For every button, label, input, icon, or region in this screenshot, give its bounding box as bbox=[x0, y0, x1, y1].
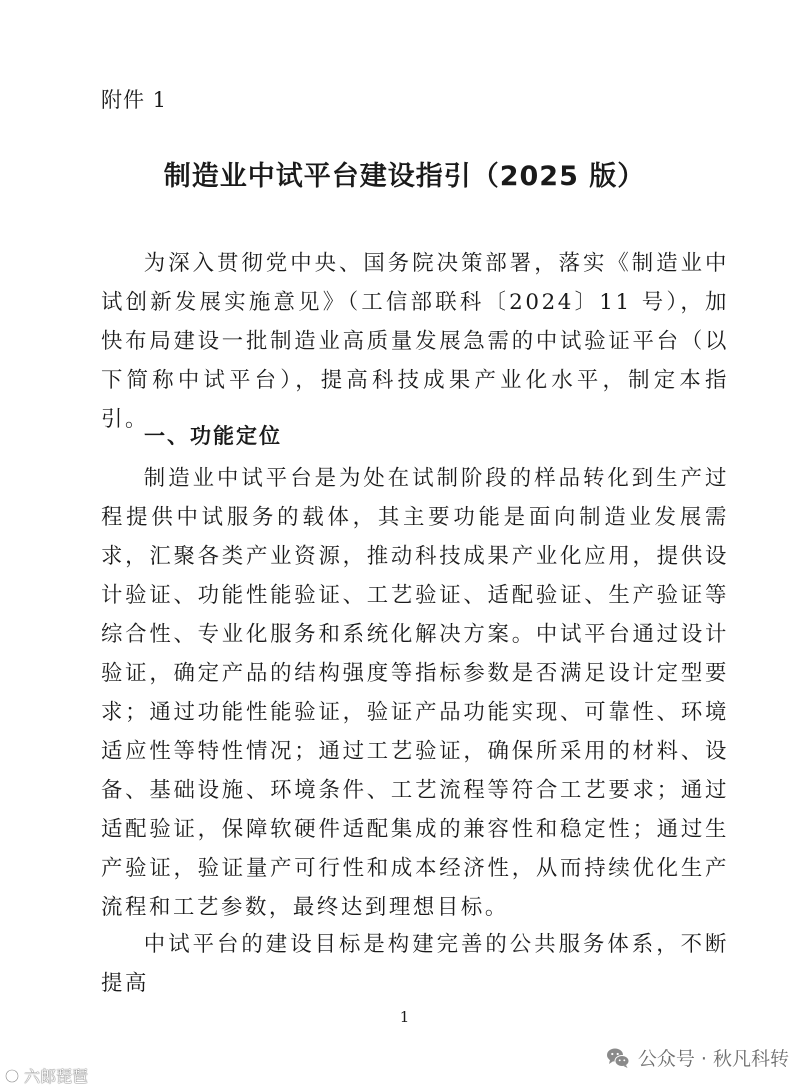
paragraph-intro: 为深入贯彻党中央、国务院决策部署，落实《制造业中试创新发展实施意见》（工信部联科〔2024〕11 号），加快布局建设一批制造业高质量发展急需的中试验证平台（以下简称中试平台），提高科技成果产业化水平，制定本指引。 bbox=[101, 251, 729, 432]
watermark-left-text: 六郎琵琶 bbox=[24, 1067, 89, 1086]
attachment-label: 附件 1 bbox=[101, 88, 168, 112]
watermark-right-text: 公众号 · 秋凡科转 bbox=[637, 1048, 789, 1070]
paragraph-goal: 中试平台的建设目标是构建完善的公共服务体系，不断提高 bbox=[101, 932, 729, 996]
document-title: 制造业中试平台建设指引（2025 版） bbox=[163, 161, 646, 192]
wechat-icon bbox=[606, 1047, 630, 1069]
watermark-right bbox=[606, 1044, 789, 1071]
paragraph-function: 制造业中试平台是为处在试制阶段的样品转化到生产过程提供中试服务的载体，其主要功能是面向制造业发展需求，汇聚各类产业资源，推动科技成果产业化应用，提供设计验证、功能性能验证、工艺验证、适配验证、生产验证等综合性、专业化服务和系统化解决方案。中试平台通过设计验证，确定产品的结构强度等指标参数是否满足设计定型要求；通过功能性能验证，验证产品功能实现、可靠性、环境适应性等特性情况；通过工艺验证，确保所采用的材料、设备、基础设施、环境条件、工艺流程等符合工艺要求；通过适配验证，保障软硬件适配集成的兼容性和稳定性；通过生产验证，验证量产可行性和成本经济性，从而持续优化生产流程和工艺参数，最终达到理想目标。 bbox=[101, 466, 729, 920]
logo-icon bbox=[4, 1068, 20, 1084]
watermark-left bbox=[4, 1064, 88, 1087]
page-number: 1 bbox=[399, 1008, 410, 1026]
section-heading: 一、功能定位 bbox=[144, 424, 282, 448]
